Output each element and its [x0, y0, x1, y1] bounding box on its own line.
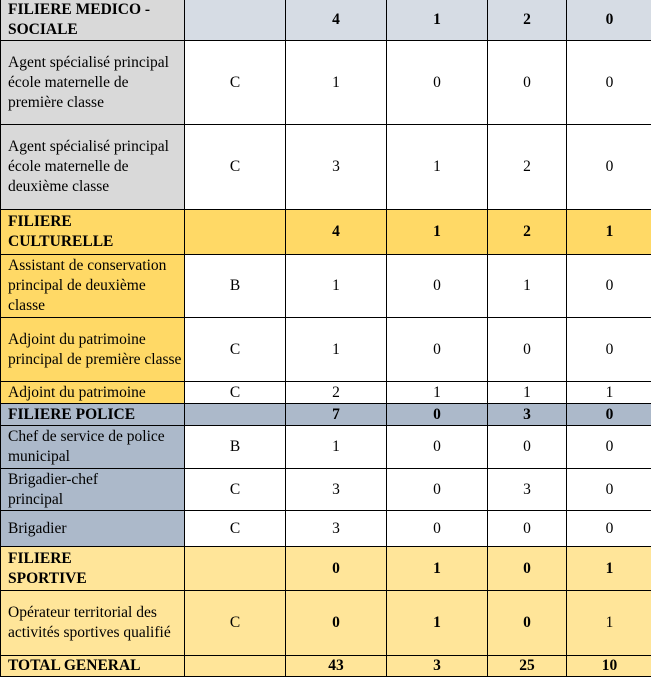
value-cell: 2 — [286, 382, 387, 404]
value-cell: 2 — [488, 210, 567, 255]
grade-row — [1, 469, 651, 511]
grade-row — [1, 591, 651, 656]
filiere-row-sportive — [1, 547, 651, 591]
value-cell: 1 — [286, 318, 387, 382]
value-cell: 1 — [387, 0, 488, 41]
value-cell: 1 — [567, 382, 651, 404]
value-cell: 1 — [488, 255, 567, 318]
total-value-cell: 43 — [286, 656, 387, 677]
value-cell: 1 — [567, 547, 651, 591]
value-cell: 0 — [488, 591, 567, 656]
grade-row — [1, 125, 651, 210]
total-row — [1, 656, 651, 677]
value-cell: 0 — [488, 511, 567, 547]
total-label: TOTAL GENERAL — [1, 656, 185, 677]
value-cell: 3 — [286, 469, 387, 511]
value-cell: 4 — [286, 0, 387, 41]
grade-label: Chef de service de police municipal — [1, 426, 185, 469]
value-cell: 1 — [567, 210, 651, 255]
value-cell: 0 — [567, 404, 651, 426]
value-cell: 1 — [387, 125, 488, 210]
value-cell: 1 — [286, 255, 387, 318]
value-cell: 0 — [286, 591, 387, 656]
value-cell: 0 — [387, 255, 488, 318]
grade-label: Opérateur territorial des activités sportives qualifié — [1, 591, 185, 656]
filiere-row-medico-sociale — [1, 0, 651, 41]
grade-row — [1, 318, 651, 382]
category-cell — [185, 210, 286, 255]
value-cell: 0 — [567, 41, 651, 125]
value-cell: 0 — [488, 547, 567, 591]
value-cell: 3 — [488, 404, 567, 426]
value-cell: 1 — [488, 382, 567, 404]
value-cell: 0 — [286, 547, 387, 591]
category-cell: C — [185, 318, 286, 382]
category-cell: C — [185, 591, 286, 656]
total-value-cell: 10 — [567, 656, 651, 677]
value-cell: 0 — [567, 255, 651, 318]
filiere-label: FILIERE POLICE — [1, 404, 185, 426]
value-cell: 1 — [286, 41, 387, 125]
grade-label: Agent spécialisé principal école maternelle de première classe — [1, 41, 185, 125]
filiere-label: FILIERE MEDICO -SOCIALE — [1, 0, 185, 41]
value-cell: 3 — [286, 125, 387, 210]
value-cell: 0 — [567, 125, 651, 210]
value-cell: 0 — [567, 511, 651, 547]
category-cell: C — [185, 41, 286, 125]
value-cell: 0 — [387, 426, 488, 469]
category-cell: C — [185, 382, 286, 404]
value-cell: 0 — [488, 318, 567, 382]
value-cell: 0 — [567, 469, 651, 511]
total-value-cell: 25 — [488, 656, 567, 677]
category-cell — [185, 656, 286, 677]
value-cell: 0 — [387, 41, 488, 125]
value-cell: 0 — [387, 318, 488, 382]
filiere-row-police — [1, 404, 651, 426]
grade-row — [1, 255, 651, 318]
value-cell: 0 — [567, 318, 651, 382]
value-cell: 0 — [567, 426, 651, 469]
filiere-row-culturelle — [1, 210, 651, 255]
value-cell: 0 — [567, 0, 651, 41]
category-cell: C — [185, 469, 286, 511]
filiere-label: FILIERE CULTURELLE — [1, 210, 185, 255]
value-cell: 4 — [286, 210, 387, 255]
total-value-cell: 3 — [387, 656, 488, 677]
value-cell: 1 — [387, 210, 488, 255]
value-cell: 0 — [387, 469, 488, 511]
value-cell: 1 — [286, 426, 387, 469]
grade-label: Agent spécialisé principal école maternelle de deuxième classe — [1, 125, 185, 210]
filiere-label: FILIERE SPORTIVE — [1, 547, 185, 591]
value-cell: 0 — [488, 426, 567, 469]
grade-row — [1, 426, 651, 469]
value-cell: 1 — [387, 547, 488, 591]
value-cell: 1 — [387, 591, 488, 656]
value-cell: 0 — [387, 511, 488, 547]
value-cell: 1 — [387, 382, 488, 404]
value-cell: 1 — [567, 591, 651, 656]
grade-row — [1, 382, 651, 404]
category-cell — [185, 0, 286, 41]
category-cell — [185, 404, 286, 426]
value-cell: 2 — [488, 0, 567, 41]
value-cell: 7 — [286, 404, 387, 426]
grade-label: Adjoint du patrimoine — [1, 382, 185, 404]
grade-row — [1, 511, 651, 547]
category-cell: B — [185, 426, 286, 469]
value-cell: 0 — [488, 41, 567, 125]
grade-label: Assistant de conservation principal de deuxième classe — [1, 255, 185, 318]
category-cell: C — [185, 511, 286, 547]
value-cell: 3 — [286, 511, 387, 547]
category-cell: B — [185, 255, 286, 318]
grade-row — [1, 41, 651, 125]
value-cell: 0 — [387, 404, 488, 426]
category-cell: C — [185, 125, 286, 210]
grade-label: Adjoint du patrimoine principal de première classe — [1, 318, 185, 382]
grade-label: Brigadier — [1, 511, 185, 547]
value-cell: 3 — [488, 469, 567, 511]
category-cell — [185, 547, 286, 591]
value-cell: 2 — [488, 125, 567, 210]
grade-label: Brigadier-chef principal — [1, 469, 185, 511]
